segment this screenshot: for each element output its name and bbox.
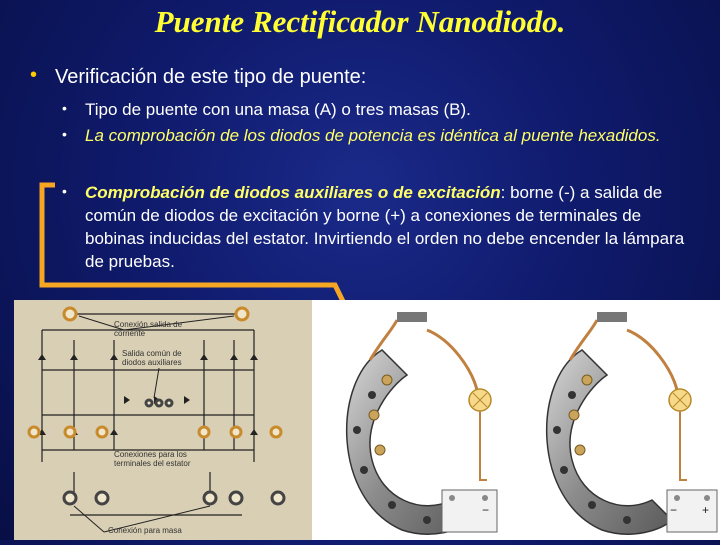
label-stator-terminals: Conexiones para los terminales del estator <box>114 450 191 468</box>
test-lamp-right-icon <box>669 389 691 411</box>
probe-right <box>597 312 627 322</box>
sub-bullet-2: La comprobación de los diodos de potencia es idéntica al puente hexadidos. <box>85 126 661 145</box>
label-aux-common: Salida común de diodos auxiliares <box>122 349 182 367</box>
rectifier-plate-right <box>547 350 672 534</box>
excitation-text: : borne (-) a salida de común de diodos de excitación y borne (+) a conexiones de terminales de bobinas inducidas del estator. Invirtiendo el orden no debe encender la lámpara de pruebas. <box>85 183 685 271</box>
label-current-output: Conexión salida de corriente <box>114 320 183 338</box>
main-bullet-dot: • <box>30 64 38 86</box>
probe-left <box>397 312 427 322</box>
sub-bullet-dot: • <box>62 100 67 116</box>
left-battery-minus: − <box>482 503 490 517</box>
label-ground: Conexión para masa <box>108 526 182 535</box>
sub-bullet-dot: • <box>62 126 67 142</box>
slide-title: Puente Rectificador Nanodiodo. <box>154 4 566 39</box>
main-bullet: Verificación de este tipo de puente: <box>55 66 367 88</box>
bridge-test-illustration <box>312 300 720 540</box>
circuit-diagram <box>14 300 312 540</box>
test-photos <box>312 300 720 540</box>
right-battery-minus: − <box>670 503 678 517</box>
right-battery-plus: + <box>702 503 710 517</box>
excitation-label: Comprobación de diodos auxiliares o de excitación <box>85 183 501 202</box>
test-lamp-left-icon <box>469 389 491 411</box>
sub-bullet-dot: • <box>62 183 67 199</box>
sub-bullet-1: Tipo de puente con una masa (A) o tres masas (B). <box>85 100 471 119</box>
